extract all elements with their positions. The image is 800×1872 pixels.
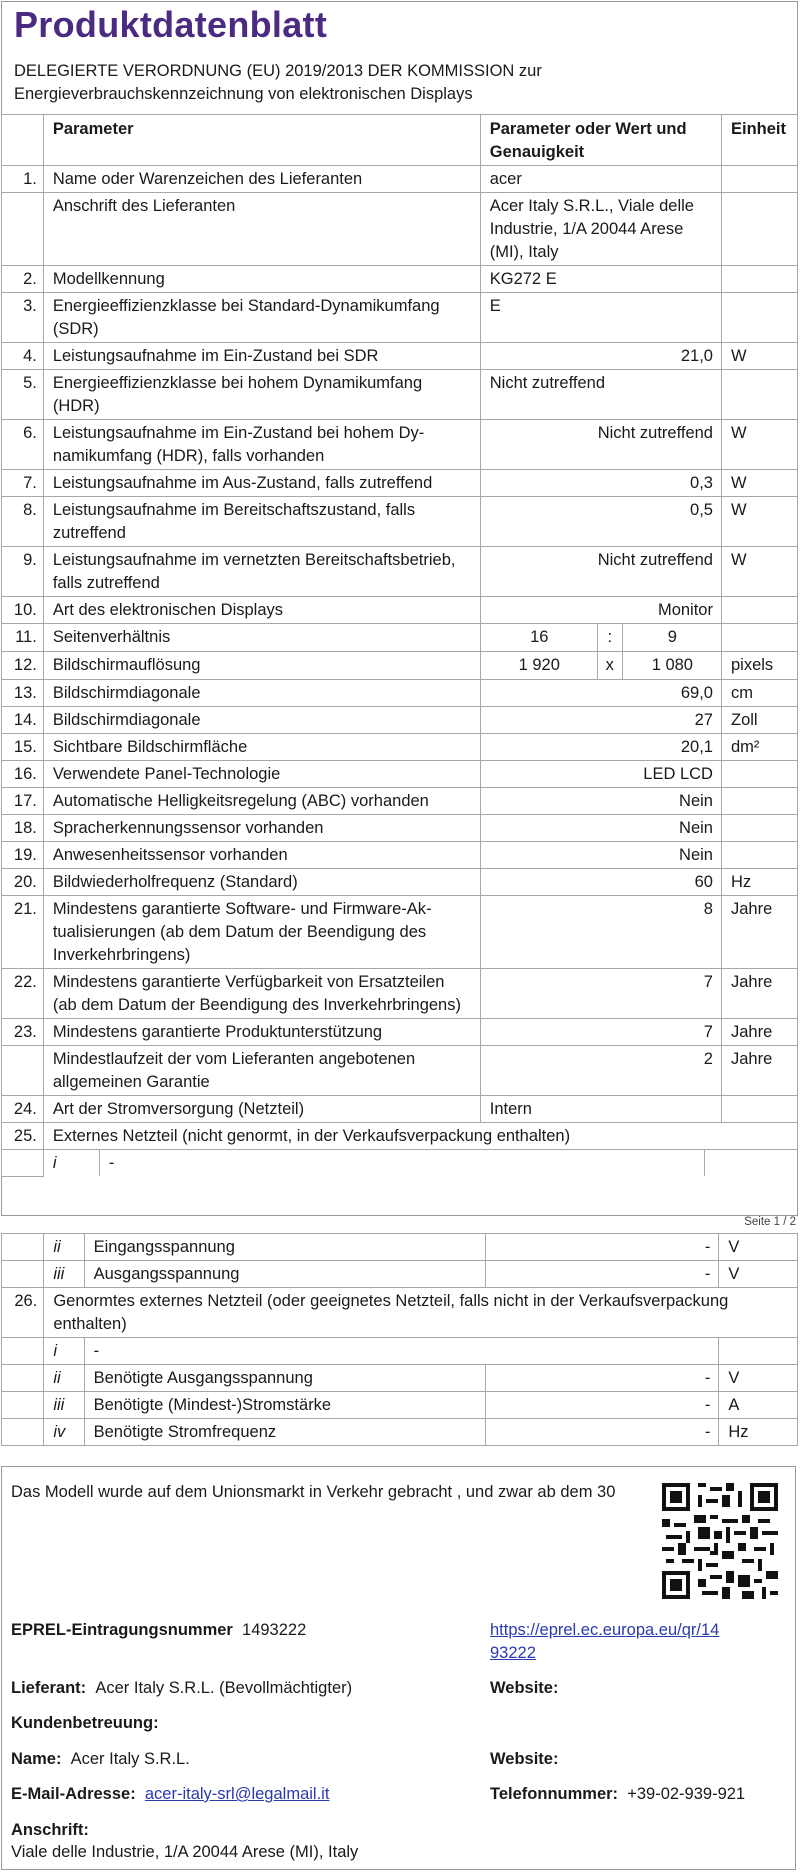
table-row: 19. Anwesenheitssensor vorhanden Nein	[2, 842, 798, 869]
email-label: E-Mail-Adresse:	[11, 1785, 136, 1803]
name-value: Acer Italy S.R.L.	[70, 1750, 190, 1768]
market-date-text: Das Modell wurde auf dem Unionsmarkt in Verkehr gebracht , und zwar ab dem 30	[11, 1483, 616, 1501]
header-value: Parameter oder Wert und Genauigkeit	[480, 115, 721, 166]
table-row: i -	[2, 1150, 798, 1177]
table-row: 1. Name oder Warenzeichen des Lieferanten acer	[2, 166, 798, 193]
website-label: Website:	[490, 1679, 559, 1697]
customer-support-label: Kundenbetreuung:	[11, 1714, 159, 1732]
header-unit: Einheit	[721, 115, 797, 166]
table-row: Mindestlaufzeit der vom Lieferanten angebotenen allgemeinen Garantie 2 Jahre	[2, 1046, 798, 1096]
name-label: Name:	[11, 1750, 62, 1768]
product-data-table	[1, 114, 798, 1177]
page-number: Seite 1 / 2	[744, 1216, 796, 1228]
table-row: 17. Automatische Helligkeitsregelung (ABC) vorhanden Nein	[2, 788, 798, 815]
table-row: Anschrift des Lieferanten Acer Italy S.R.L., Viale delle Industrie, 1/A 20044 Arese (MI), Italy	[2, 193, 798, 266]
table-row: 25. Externes Netzteil (nicht genormt, in der Verkaufsverpackung enthalten)	[2, 1123, 798, 1150]
table-row: ii Eingangsspannung - V	[2, 1234, 798, 1261]
table-row: 3. Energieeffizienzklasse bei Standard-Dynamikumfang (SDR) E	[2, 293, 798, 343]
supplier-info-section	[1, 1466, 796, 1870]
address-label: Anschrift:	[11, 1821, 89, 1839]
table-row: 11. Seitenverhältnis 16 : 9	[2, 624, 798, 652]
table-row: 4. Leistungsaufnahme im Ein-Zustand bei SDR 21,0 W	[2, 343, 798, 370]
table-row: iv Benötigte Stromfrequenz - Hz	[2, 1419, 798, 1446]
table-row: 6. Leistungsaufnahme im Ein-Zustand bei hohem Dynamikumfang (HDR), falls vorhanden Nicht zutreffend W	[2, 420, 798, 470]
table-row: 24. Art der Stromversorgung (Netzteil) Intern	[2, 1096, 798, 1123]
address-value: Viale delle Industrie, 1/A 20044 Arese (MI), Italy	[11, 1843, 359, 1861]
table-row: 16. Verwendete Panel-Technologie LED LCD	[2, 761, 798, 788]
phone-label: Telefonnummer:	[490, 1785, 619, 1803]
table-row: 18. Spracherkennungssensor vorhanden Nein	[2, 815, 798, 842]
table-row: 10. Art des elektronischen Displays Monitor	[2, 597, 798, 624]
page-title: Produktdatenblatt	[14, 4, 328, 45]
table-row: 26. Genormtes externes Netzteil (oder geeignetes Netzteil, falls nicht in der Verkaufsverpackung enthalten)	[2, 1288, 798, 1338]
table-header-row	[2, 115, 798, 166]
table-row: 23. Mindestens garantierte Produktunterstützung 7 Jahre	[2, 1019, 798, 1046]
power-supply-table	[1, 1233, 798, 1446]
table-row: ii Benötigte Ausgangsspannung - V	[2, 1365, 798, 1392]
qr-code-icon[interactable]	[662, 1483, 778, 1599]
table-row: 12. Bildschirmauflösung 1 920 x 1 080 pixels	[2, 652, 798, 680]
supplier-value: Acer Italy S.R.L. (Bevollmächtigter)	[95, 1679, 353, 1697]
email-link[interactable]: acer-italy-srl@legalmail.it	[144, 1785, 330, 1803]
eprel-label: EPREL-Eintragungsnummer	[11, 1621, 233, 1639]
website-label-2: Website:	[490, 1750, 559, 1768]
table-row: 9. Leistungsaufnahme im vernetzten Bereitschaftsbetrieb, falls zutreffend Nicht zutreffend W	[2, 547, 798, 597]
table-row: 15. Sichtbare Bildschirmfläche 20,1 dm²	[2, 734, 798, 761]
table-row: 8. Leistungsaufnahme im Bereitschaftszustand, falls zutreffend 0,5 W	[2, 497, 798, 547]
regulation-subtitle: DELEGIERTE VERORDNUNG (EU) 2019/2013 DER KOMMISSION zur Energieverbrauchskennzeichnung von elektronischen Displays	[14, 62, 542, 103]
header-parameter: Parameter	[43, 115, 480, 166]
table-row: i -	[2, 1338, 798, 1365]
table-row: iii Benötigte (Mindest-)Stromstärke - A	[2, 1392, 798, 1419]
table-row: 22. Mindestens garantierte Verfügbarkeit von Ersatzteilen (ab dem Datum der Beendigung des Inverkehrbringens) 7 Jahre	[2, 969, 798, 1019]
eprel-link[interactable]: https://eprel.ec.europa.eu/qr/14 93222	[490, 1621, 720, 1662]
table-row: 5. Energieeffizienzklasse bei hohem Dynamikumfang (HDR) Nicht zutreffend	[2, 370, 798, 420]
eprel-number: 1493222	[242, 1621, 307, 1639]
table-row: 7. Leistungsaufnahme im Aus-Zustand, falls zutreffend 0,3 W	[2, 470, 798, 497]
table-row: 2. Modellkennung KG272 E	[2, 266, 798, 293]
table-row: 13. Bildschirmdiagonale 69,0 cm	[2, 680, 798, 707]
phone-value: +39-02-939-921	[627, 1785, 746, 1803]
table-row: 14. Bildschirmdiagonale 27 Zoll	[2, 707, 798, 734]
table-row: 20. Bildwiederholfrequenz (Standard) 60 Hz	[2, 869, 798, 896]
supplier-label: Lieferant:	[11, 1679, 87, 1697]
table-row: iii Ausgangsspannung - V	[2, 1261, 798, 1288]
table-row: 21. Mindestens garantierte Software- und Firmware-Aktualisierungen (ab dem Datum der Beendigung des Inverkehrbringens) 8 Jahre	[2, 896, 798, 969]
